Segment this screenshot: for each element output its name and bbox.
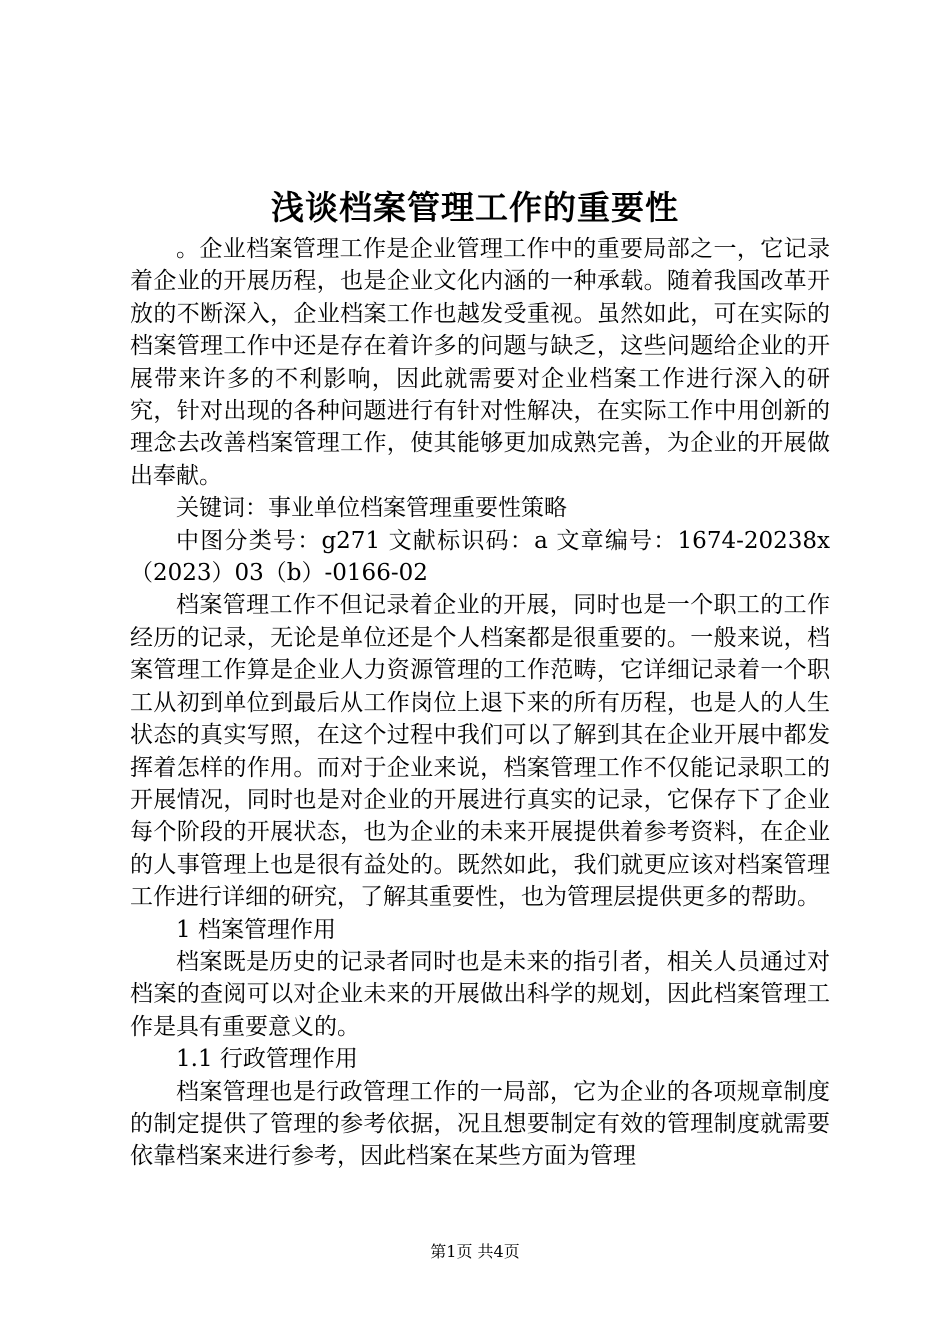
abstract-paragraph: 。企业档案管理工作是企业管理工作中的重要局部之一，它记录着企业的开展历程，也是企业文化内涵的一种承载。随着我国改革开放的不断深入，企业档案工作也越发受重视。虽然如此，可在实际的档案管理工作中还是存在着许多的问题与缺乏，这些问题给企业的开展带来许多的不利影响，因此就需要对企业档案工作进行深入的研究，针对出现的各种问题进行有针对性解决，在实际工作中用创新的理念去改善档案管理工作，使其能够更加成熟完善，为企业的开展做出奉献。 [130, 236, 830, 489]
keywords-line: 关键词：事业单位档案管理重要性策略 [176, 495, 567, 522]
section-1-1-paragraph: 档案管理也是行政管理工作的一局部，它为企业的各项规章制度的制定提供了管理的参考依据，况且想要制定有效的管理制度就需要依靠档案来进行参考，因此档案在某些方面为管理 [130, 1078, 830, 1170]
section-1-1-heading: 1.1 行政管理作用 [176, 1046, 358, 1073]
page-footer: 第1页 共4页 [430, 1242, 520, 1261]
classification-line: 中图分类号：g271 文献标识码：a 文章编号：1674-20238x（2023）03（b）-0166-02 [130, 527, 830, 587]
document-title: 浅谈档案管理工作的重要性 [271, 188, 679, 227]
section-1-paragraph: 档案既是历史的记录者同时也是未来的指引者，相关人员通过对档案的查阅可以对企业未来的开展做出科学的规划，因此档案管理工作是具有重要意义的。 [130, 948, 830, 1040]
section-1-heading: 1 档案管理作用 [176, 916, 336, 943]
document-body [130, 233, 830, 1173]
intro-paragraph: 档案管理工作不但记录着企业的开展，同时也是一个职工的工作经历的记录，无论是单位还是个人档案都是很重要的。一般来说，档案管理工作算是企业人力资源管理的工作范畴，它详细记录着一个职工从初到单位到最后从工作岗位上退下来的所有历程，也是人的人生状态的真实写照，在这个过程中我们可以了解到其在企业开展中都发挥着怎样的作用。而对于企业来说，档案管理工作不仅能记录职工的开展情况，同时也是对企业的开展进行真实的记录，它保存下了企业每个阶段的开展状态，也为企业的未来开展提供着参考资料，在企业的人事管理上也是很有益处的。既然如此，我们就更应该对档案管理工作进行详细的研究，了解其重要性，也为管理层提供更多的帮助。 [130, 592, 830, 911]
